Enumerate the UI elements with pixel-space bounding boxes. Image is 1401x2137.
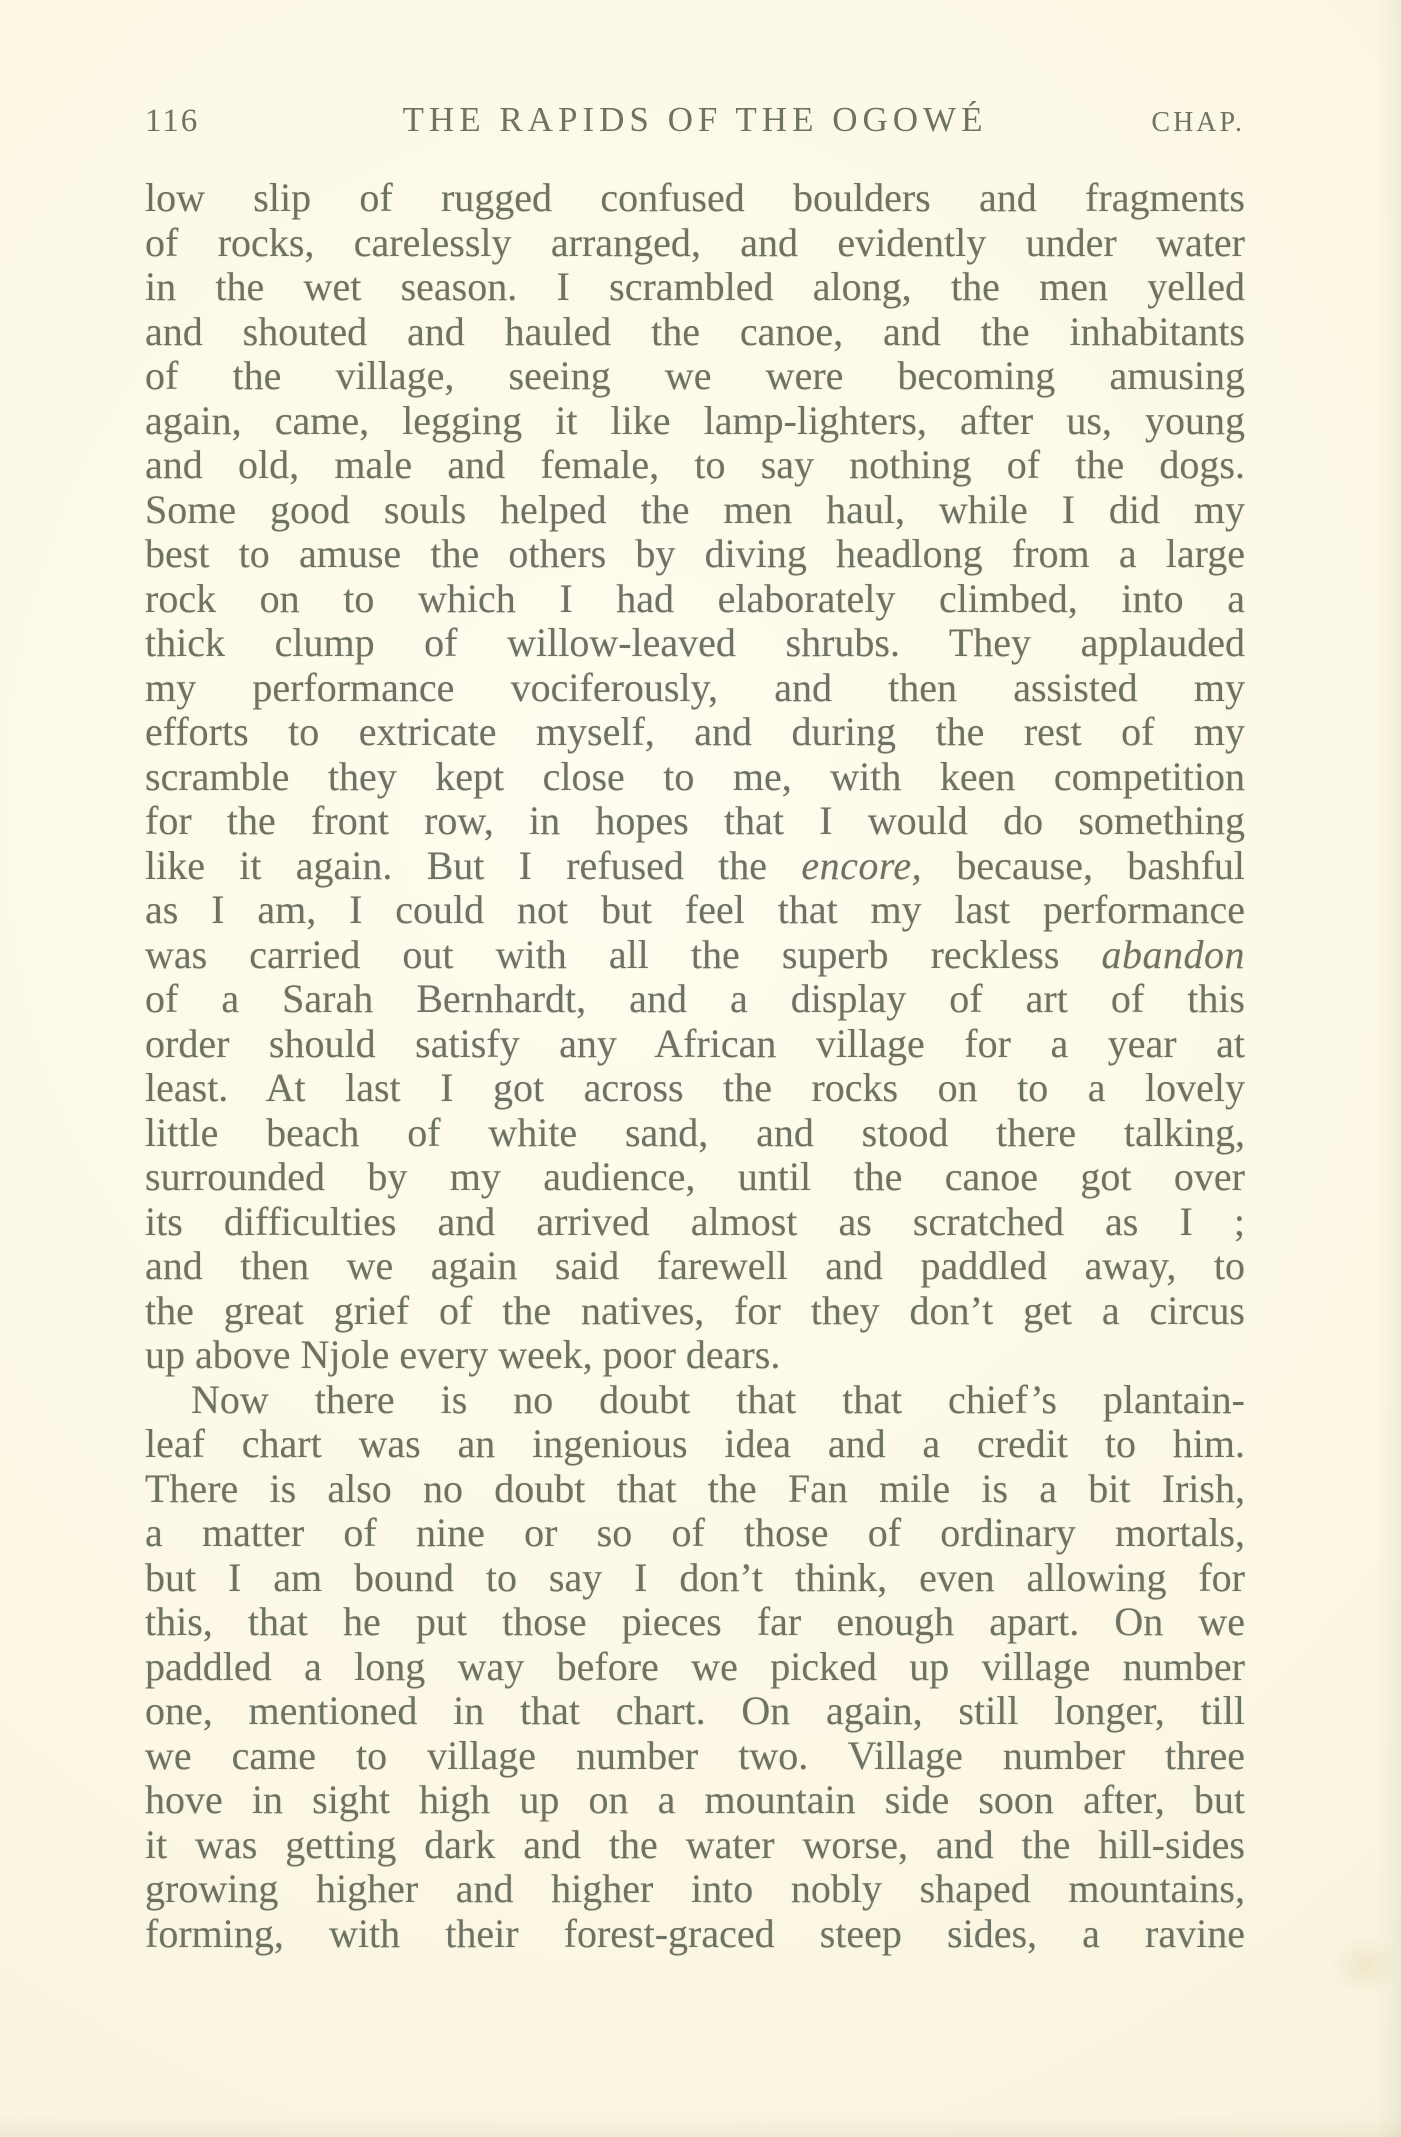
text-line: this, that he put those pieces far enough apart. On we <box>145 1599 1245 1644</box>
text-line: thick clump of willow-leaved shrubs. They applauded <box>145 620 1245 665</box>
text-line: paddled a long way before we picked up village number <box>145 1643 1245 1689</box>
text-line: least. At last I got across the rocks on to a lovely <box>145 1065 1245 1110</box>
paragraph <box>145 176 1245 1378</box>
text-line: it was getting dark and the water worse, and the hill-sides <box>145 1821 1245 1867</box>
text-line: again, came, legging it like lamp-lighters, after us, young <box>145 397 1245 443</box>
text-line: the great grief of the natives, for they don’t get a circus <box>145 1287 1245 1333</box>
text-line: as I am, I could not but feel that my last performance <box>145 887 1245 932</box>
text-line: growing higher and higher into nobly shaped mountains, <box>145 1866 1245 1911</box>
text-line: was carried out with all the superb reckless abandon <box>145 931 1245 977</box>
page-header <box>145 100 1245 140</box>
text-line: best to amuse the others by diving headlong from a large <box>145 531 1245 576</box>
text-line: little beach of white sand, and stood there talking, <box>145 1109 1245 1155</box>
text-line: of a Sarah Bernhardt, and a display of art of this <box>145 976 1245 1021</box>
text-line: leaf chart was an ingenious idea and a credit to him. <box>145 1421 1245 1466</box>
chapter-mark: CHAP. <box>1151 107 1245 138</box>
text-block <box>145 176 1245 1956</box>
text-line: a matter of nine or so of those of ordinary mortals, <box>145 1510 1245 1555</box>
text-line: and then we again said farewell and paddled away, to <box>145 1243 1245 1288</box>
paragraph <box>145 1378 1245 1957</box>
page-number: 116 <box>145 103 200 139</box>
text-line: scramble they kept close to me, with keen competition <box>145 753 1245 799</box>
text-line: my performance vociferously, and then assisted my <box>145 664 1245 710</box>
scan-bottom-shading <box>0 2115 1401 2137</box>
text-line: we came to village number two. Village number three <box>145 1732 1245 1778</box>
text-line: Some good souls helped the men haul, while I did my <box>145 486 1245 532</box>
scan-smudge <box>1330 1935 1400 1995</box>
text-line: and old, male and female, to say nothing of the dogs. <box>145 442 1245 487</box>
text-line: up above Njole every week, poor dears. <box>145 1332 781 1377</box>
text-line: of the village, seeing we were becoming amusing <box>145 353 1245 398</box>
text-line: There is also no doubt that the Fan mile is a bit Irish, <box>145 1465 1245 1511</box>
text-line: order should satisfy any African village for a year at <box>145 1020 1245 1066</box>
text-line: forming, with their forest-graced steep sides, a ravine <box>145 1910 1245 1956</box>
text-line: in the wet season. I scrambled along, the men yelled <box>145 264 1245 309</box>
scan-edge-shading <box>1375 0 1401 2137</box>
text-line: one, mentioned in that chart. On again, still longer, till <box>145 1688 1245 1733</box>
text-line: surrounded by my audience, until the canoe got over <box>145 1154 1245 1199</box>
text-line: of rocks, carelessly arranged, and evidently under water <box>145 219 1245 265</box>
text-line: Now there is no doubt that that chief’s plantain- <box>191 1376 1245 1422</box>
text-line: hove in sight high up on a mountain side soon after, but <box>145 1777 1245 1822</box>
text-line: its difficulties and arrived almost as scratched as I ; <box>145 1198 1245 1244</box>
text-line: but I am bound to say I don’t think, even allowing for <box>145 1554 1245 1600</box>
running-title: THE RAPIDS OF THE OGOWÉ <box>402 100 988 139</box>
text-line: low slip of rugged confused boulders and fragments <box>145 175 1245 220</box>
text-line: for the front row, in hopes that I would do something <box>145 798 1245 843</box>
text-line: efforts to extricate myself, and during the rest of my <box>145 709 1245 754</box>
text-line: rock on to which I had elaborately climbed, into a <box>145 575 1245 621</box>
text-line: and shouted and hauled the canoe, and the inhabitants <box>145 308 1245 354</box>
text-line: like it again. But I refused the encore, because, bashful <box>145 842 1245 888</box>
